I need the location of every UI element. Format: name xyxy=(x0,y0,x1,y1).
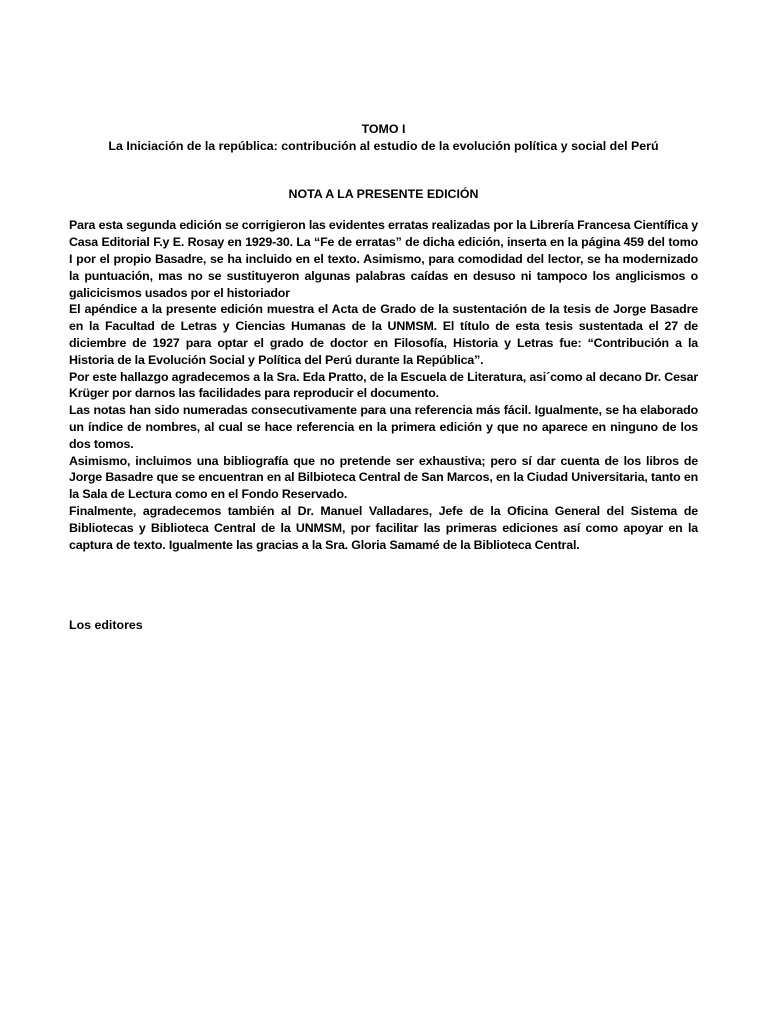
paragraph: Las notas han sido numeradas consecutivamente para una referencia más fácil. Igualmente, se ha elaborado un índice de nombres, al cual se hace referencia en la primera edición y que no aparece en ninguno de los dos tomos. xyxy=(69,403,698,451)
paragraph: Para esta segunda edición se corrigieron las evidentes erratas realizadas por la Librería Francesa Científica y Casa Editorial F.y E. Rosay en 1929-30. La “Fe de erratas” de dicha edición, inserta en la página 459 del tomo I por el propio Basadre, se ha incluido en el texto. Asimismo, para comodidad del lector, se ha modernizado la puntuación, mas no se sustituyeron algunas palabras caídas en desuso ni tampoco los anglicismos o galicicismos usados por el historiador xyxy=(69,218,698,300)
paragraph: Finalmente, agradecemos también al Dr. Manuel Valladares, Jefe de la Oficina General del Sistema de Bibliotecas y Biblioteca Central de la UNMSM, por facilitar las primeras ediciones así como apoyar en la captura de texto. Igualmente las gracias a la Sra. Gloria Samamé de la Biblioteca Central. xyxy=(69,503,698,552)
body-text xyxy=(69,217,698,553)
paragraph: Por este hallazgo agradecemos a la Sra. Eda Pratto, de la Escuela de Literatura, asi´como al decano Dr. Cesar Krüger por darnos las facilidades para reproducir el documento. xyxy=(69,369,698,401)
volume-title: TOMO I xyxy=(361,122,406,136)
paragraph: El apéndice a la presente edición muestra el Acta de Grado de la sustentación de la tesis de Jorge Basadre en la Facultad de Letras y Ciencias Humanas de la UNMSM. El título de esta tesis sustentada el 27 de diciembre de 1927 para optar el grado de doctor en Filosofía, Historia y Letras fue: “Contribución a la Historia de la Evolución Social y Política del Perú durante la República”. xyxy=(69,302,698,367)
signature: Los editores xyxy=(69,618,143,633)
paragraph: Asimismo, incluimos una bibliografía que no pretende ser exhaustiva; pero sí dar cuenta de los libros de Jorge Basadre que se encuentran en al Bilbioteca Central de San Marcos, en la Ciudad Universitaria, tanto en la Sala de Lectura como en el Fondo Reservado. xyxy=(69,453,698,502)
section-heading: NOTA A LA PRESENTE EDICIÓN xyxy=(288,186,479,201)
document-page xyxy=(69,121,698,647)
book-subtitle: La Iniciación de la república: contribución al estudio de la evolución política y social del Perú xyxy=(108,138,659,153)
